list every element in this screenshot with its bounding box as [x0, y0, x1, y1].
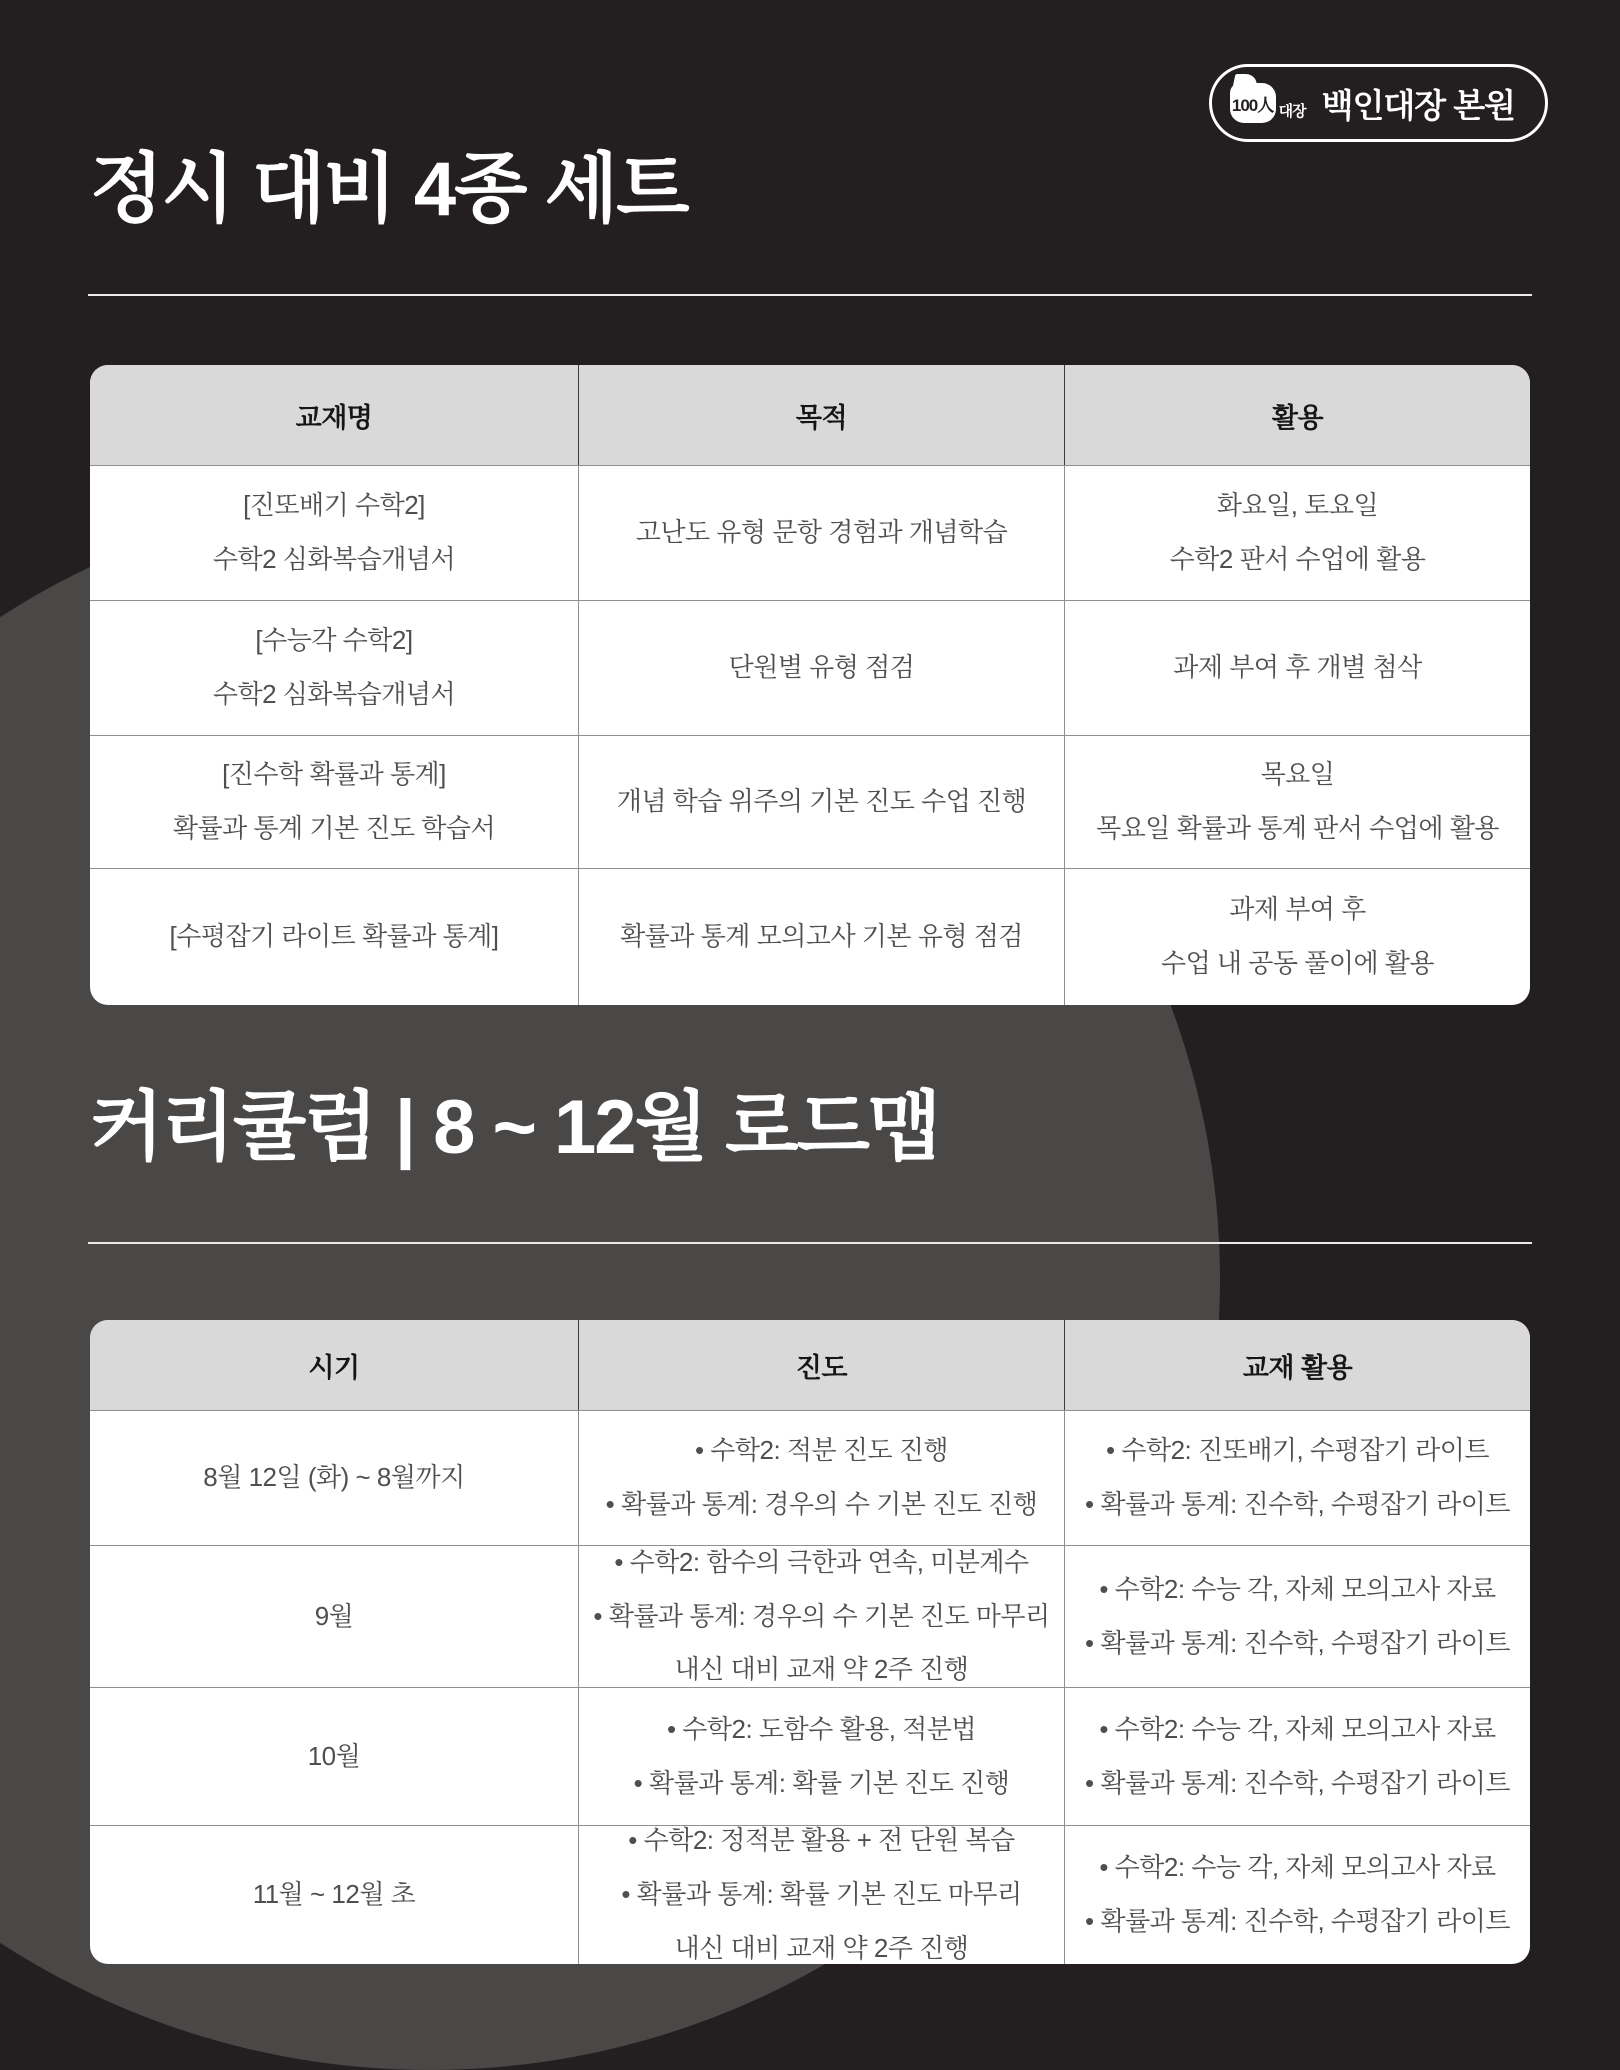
cell-line: 수학2 심화복습개념서: [212, 544, 456, 574]
cell-line: 확률과 통계 기본 진도 학습서: [172, 813, 496, 843]
cell-line: • 수학2: 함수의 극한과 연속, 미분계수: [614, 1546, 1029, 1577]
cell-line: [진수학 확률과 통계]: [222, 759, 446, 790]
column-header: 교재 활용: [1064, 1320, 1530, 1410]
table-cell: [578, 1545, 1064, 1687]
curriculum-table: [90, 1320, 1530, 1964]
cell-line: 9월: [314, 1600, 354, 1631]
cell-line: • 수학2: 정적분 활용 + 전 단원 복습: [628, 1825, 1015, 1856]
table-cell: [1064, 1545, 1530, 1687]
table-cell: [90, 465, 578, 600]
cell-line: 목요일 확률과 통계 판서 수업에 활용: [1096, 813, 1499, 843]
brand-name-label: 백인대장 본원: [1321, 86, 1515, 124]
section-title-roadmap: 커리큘럼 | 8 ~ 12월 로드맵: [90, 1085, 940, 1170]
table-cell: [578, 735, 1064, 868]
table-cell: [578, 868, 1064, 1005]
cell-line: 과제 부여 후: [1229, 894, 1366, 925]
cell-line: • 확률과 통계: 확률 기본 진도 진행: [633, 1767, 1010, 1798]
table-cell: [1064, 600, 1530, 735]
table-cell: [578, 465, 1064, 600]
cell-line: 목요일: [1260, 759, 1335, 790]
table-cell: [90, 1825, 578, 1964]
table-cell: [90, 1545, 578, 1687]
column-header: 진도: [578, 1320, 1064, 1410]
cell-line: • 확률과 통계: 진수학, 수평잡기 라이트: [1085, 1489, 1510, 1519]
table-cell: [1064, 1410, 1530, 1545]
table-cell: [1064, 1687, 1530, 1825]
cell-line: • 확률과 통계: 경우의 수 기본 진도 진행: [605, 1489, 1038, 1519]
section-title-set: 정시 대비 4종 세트: [90, 147, 688, 232]
cell-line: • 확률과 통계: 경우의 수 기본 진도 마무리: [593, 1600, 1050, 1631]
cell-line: • 확률과 통계: 진수학, 수평잡기 라이트: [1085, 1767, 1510, 1798]
table-cell: [90, 1687, 578, 1825]
column-header: 활용: [1064, 365, 1530, 465]
cell-line: • 수학2: 진또배기, 수평잡기 라이트: [1106, 1435, 1489, 1466]
cell-line: 내신 대비 교재 약 2주 진행: [674, 1932, 969, 1963]
table-cell: [90, 868, 578, 1005]
cell-line: • 수학2: 도함수 활용, 적분법: [666, 1713, 977, 1744]
cell-line: 8월 12일 (화) ~ 8월까지: [203, 1462, 465, 1493]
cell-line: 수업 내 공동 풀이에 활용: [1160, 948, 1435, 978]
table-cell: [1064, 868, 1530, 1005]
cell-line: • 수학2: 적분 진도 진행: [694, 1435, 949, 1466]
cell-line: 단원별 유형 점검: [728, 652, 915, 683]
cell-line: • 수학2: 수능 각, 자체 모의고사 자료: [1099, 1852, 1496, 1883]
cell-line: • 수학2: 수능 각, 자체 모의고사 자료: [1099, 1573, 1496, 1604]
cell-line: 11월 ~ 12월 초: [252, 1879, 416, 1910]
cell-line: 10월: [307, 1740, 361, 1771]
cell-line: • 확률과 통계: 진수학, 수평잡기 라이트: [1085, 1627, 1510, 1658]
section-divider: [88, 294, 1532, 296]
brand-logo-icon: [1230, 83, 1306, 123]
cell-line: 고난도 유형 문항 경험과 개념학습: [635, 517, 1008, 548]
cell-line: 과제 부여 후 개별 첨삭: [1173, 652, 1422, 683]
cell-line: [수평잡기 라이트 확률과 통계]: [169, 921, 499, 952]
cell-line: 확률과 통계 모의고사 기본 유형 점검: [620, 921, 1023, 952]
table-cell: [578, 600, 1064, 735]
materials-table: [90, 365, 1530, 1005]
table-cell: [90, 600, 578, 735]
cell-line: 내신 대비 교재 약 2주 진행: [674, 1654, 969, 1685]
table-cell: [578, 1410, 1064, 1545]
table-cell: [1064, 1825, 1530, 1964]
cell-line: 수학2 판서 수업에 활용: [1169, 544, 1426, 574]
table-cell: [90, 735, 578, 868]
table-cell: [90, 1410, 578, 1545]
cell-line: • 확률과 통계: 진수학, 수평잡기 라이트: [1085, 1906, 1510, 1936]
cell-line: • 확률과 통계: 확률 기본 진도 마무리: [621, 1879, 1022, 1910]
cell-line: 개념 학습 위주의 기본 진도 수업 진행: [616, 786, 1027, 817]
cell-line: • 수학2: 수능 각, 자체 모의고사 자료: [1099, 1713, 1496, 1744]
logo-suffix-label: 대장: [1278, 103, 1306, 120]
column-header: 시기: [90, 1320, 578, 1410]
cell-line: 수학2 심화복습개념서: [212, 679, 456, 709]
cell-line: 화요일, 토요일: [1216, 490, 1379, 521]
brand-badge: [1209, 64, 1548, 142]
table-cell: [1064, 465, 1530, 600]
table-cell: [578, 1687, 1064, 1825]
cell-line: [진또배기 수학2]: [243, 490, 425, 521]
column-header: 목적: [578, 365, 1064, 465]
speech-bubble-icon: 100人: [1230, 83, 1276, 123]
table-cell: [578, 1825, 1064, 1964]
column-header: 교재명: [90, 365, 578, 465]
table-cell: [1064, 735, 1530, 868]
section-divider: [88, 1242, 1532, 1244]
cell-line: [수능각 수학2]: [255, 625, 413, 656]
